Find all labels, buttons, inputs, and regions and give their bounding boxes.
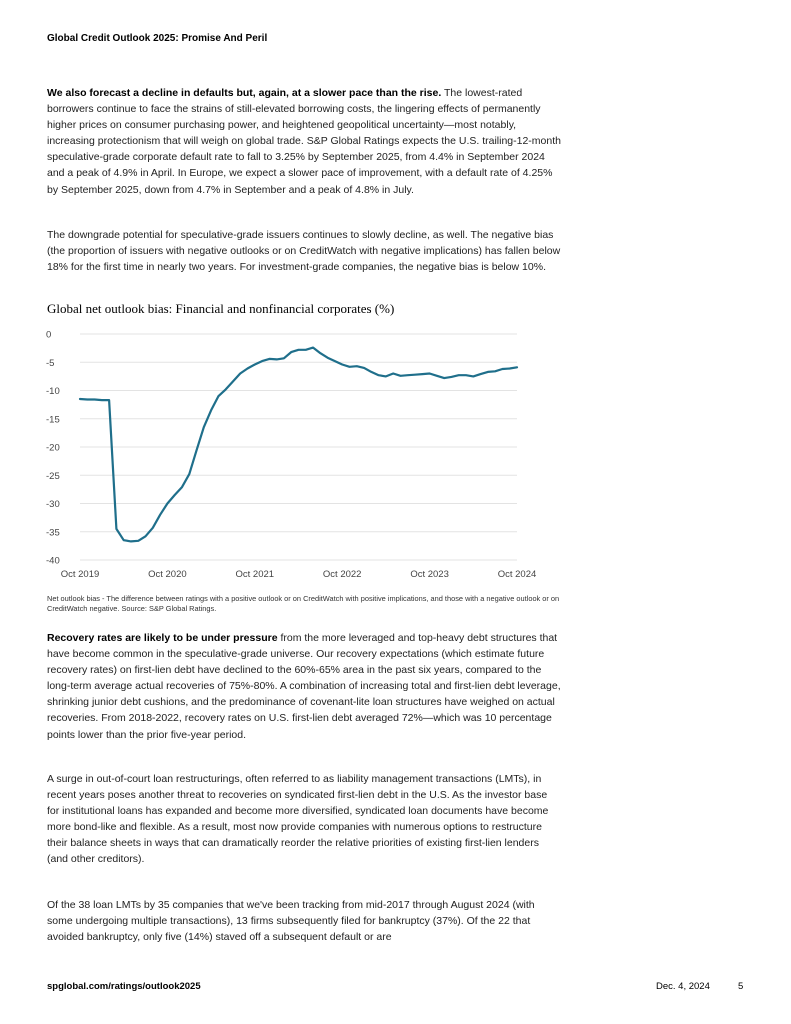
y-tick-label: -10: [46, 386, 60, 397]
page-number: 5: [738, 981, 744, 992]
y-tick-label: -35: [46, 527, 60, 539]
x-tick-label: Oct 2020: [148, 569, 187, 580]
paragraph-recovery-rates: [47, 630, 562, 743]
paragraph-lead: We also forecast a decline in defaults but, again, at a slower pace than the rise.: [47, 87, 442, 99]
footer-url-link[interactable]: spglobal.com/ratings/outlook2025: [47, 981, 201, 992]
net-outlook-bias-chart: [40, 322, 570, 584]
footer-date: Dec. 4, 2024: [656, 981, 710, 992]
page-header-title: Global Credit Outlook 2025: Promise And Peril: [47, 33, 268, 44]
x-tick-label: Oct 2019: [60, 569, 100, 580]
y-tick-label: -30: [46, 499, 60, 510]
y-tick-label: -20: [46, 442, 60, 454]
y-tick-label: -40: [46, 555, 60, 567]
chart-note: Net outlook bias - The difference between ratings with a positive outlook or on CreditWatch with positive implications, and those with a negative outlook or on CreditWatch negative. Source: S&P Global Ratings.: [47, 594, 560, 613]
chart-title: Global net outlook bias: Financial and nonfinancial corporates (%): [47, 301, 395, 316]
x-tick-label: Oct 2023: [410, 569, 449, 580]
x-tick-label: Oct 2024: [497, 569, 537, 580]
paragraph-text: Of the 38 loan LMTs by 35 companies that we've been tracking from mid-2017 through August 2024 (with some undergoing multiple transactions), 13 firms subsequently filed for bankruptcy (37%). Of the 22 that avoided bankruptcy, only five (14%) staved off a subsequent default or are: [47, 899, 535, 944]
y-tick-label: -5: [46, 357, 55, 369]
y-tick-label: 0: [46, 329, 52, 341]
paragraph-lead: Recovery rates are likely to be under pressure: [47, 632, 278, 644]
paragraph-downgrade-potential: [47, 227, 562, 275]
paragraph-defaults: [47, 85, 562, 198]
paragraph-lmt: [47, 771, 562, 868]
y-tick-label: -25: [46, 470, 60, 482]
paragraph-text: from the more leveraged and top-heavy debt structures that have become common in the speculative-grade universe. Our recovery expectations (which estimate future recovery rates) on first-lien debt have declined to the 60%-65% area in the past six years, compared to the long-term average actual recoveries of 75%-80%. A combination of increasing total and first-lien debt leverage, shrinking junior debt cushions, and the predominance of covenant-lite loan structures have weighed on actual recoveries. From 2018-2022, recovery rates on U.S. first-lien debt averaged 72%—which was 10 percentage points lower than the prior five-year period.: [47, 632, 561, 741]
paragraph-text: The downgrade potential for speculative-grade issuers continues to slowly decline, as well. The negative bias (the proportion of issuers with negative outlooks or on CreditWatch with negative implications) has fallen below 18% for the first time in nearly two years. For investment-grade companies, the negative bias is below 10%.: [47, 229, 561, 274]
y-tick-label: -15: [46, 414, 60, 426]
paragraph-text: A surge in out-of-court loan restructurings, often referred to as liability management transactions (LMTs), in recent years poses another threat to recoveries on syndicated first-lien debt in the U.S. As the investor base for institutional loans has expanded and become more diversified, syndicated loan documents have become more bond-like and flexible. As a result, most now provide companies with numerous options to restructure their balance sheets in ways that can dramatically reorder the relative priorities of existing first-lien lenders (and other creditors).: [47, 773, 549, 866]
x-tick-label: Oct 2022: [322, 569, 362, 580]
series-line-0: [80, 348, 517, 542]
x-tick-label: Oct 2021: [235, 569, 275, 580]
paragraph-loan-lmts: [47, 897, 562, 945]
paragraph-text: The lowest-rated borrowers continue to face the strains of still-elevated borrowing costs, the lingering effects of permanently higher prices on consumer purchasing power, and heightened geopolitical uncertainty—most notably, increasing protectionism that will weigh on global trade. S&P Global Ratings expects the U.S. trailing-12-month speculative-grade corporate default rate to fall to 3.25% by September 2025, from 4.4% in September 2024 and a peak of 4.9% in April. In Europe, we expect a slower pace of improvement, with a default rate of 4.25% by September 2025, down from 4.7% in September and a peak of 4.8% in July.: [47, 87, 561, 196]
